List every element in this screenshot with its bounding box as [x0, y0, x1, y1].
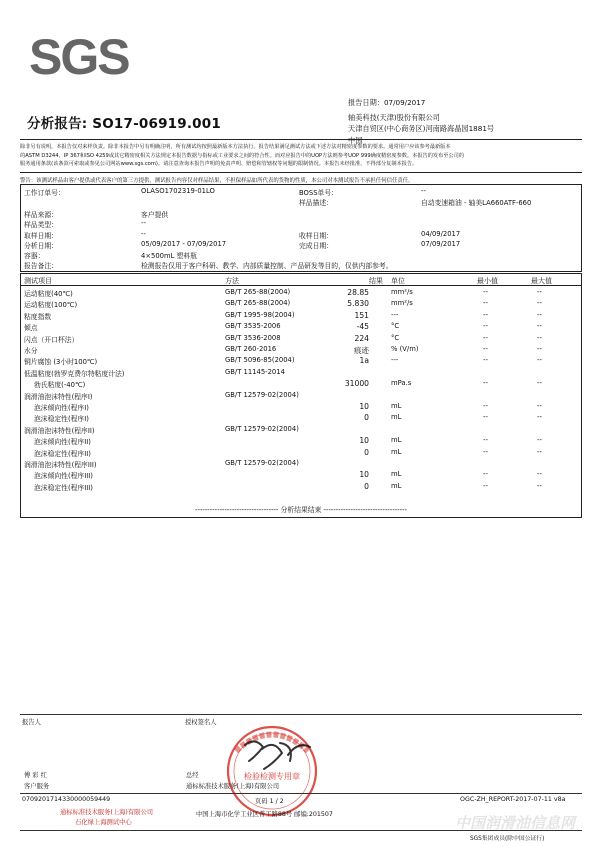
- cell-item: 润滑油泡沫特性(程序III): [24, 461, 97, 469]
- watermark: 中国润滑油信息网: [455, 814, 576, 832]
- cell-method: GB/T 12579-02(2004): [225, 459, 299, 467]
- source-label: 样品来源：: [24, 211, 58, 219]
- col-header-unit: 单位: [391, 277, 405, 285]
- cell-item: 泡沫稳定性(程序II): [34, 449, 91, 458]
- analysis: 05/09/2017 - 07/09/2017: [141, 240, 227, 248]
- container-label: 容器：: [24, 252, 45, 260]
- report-title: 分析报告: SO17-06919.001: [27, 116, 221, 132]
- cell-min: --: [483, 345, 488, 353]
- footer-mid-rule: [20, 793, 582, 794]
- cell-min: --: [483, 356, 488, 365]
- cell-method: GB/T 5096-85(2004): [225, 356, 295, 365]
- cell-item: 粘度指数: [24, 312, 52, 321]
- end-of-results: ---------------------------------- 分析结果结束 ----------------------------------: [195, 506, 407, 514]
- source: 客户提供: [141, 211, 169, 219]
- col-header-result: 结果: [369, 277, 383, 285]
- cell-method: GB/T 3535-2006: [225, 322, 281, 331]
- cell-method: GB/T 12579-02(2004): [225, 424, 299, 433]
- authorized-label: 授权签名人: [185, 719, 217, 726]
- sgs-group: SGS集团成员(除中国公证行): [470, 836, 545, 842]
- cell-item: 闪点（开口杯法）: [24, 335, 79, 344]
- cell-min: --: [483, 436, 488, 445]
- document-number: 0709201714330000059449: [22, 796, 111, 803]
- disclaimer-line: 的ASTM D3244、IP 367和ISO 4259或其它精密度相关方法规定本报告数据与指标或工业要求之间的符合性。而对应报告中的UOP方法则参考UOP 999确度精密度参数。本报告的发布至公司的: [20, 152, 465, 159]
- cell-min: --: [483, 470, 488, 479]
- completed-label: 完成日期：: [299, 242, 333, 250]
- remark: 检测报告仅用于客户科研、教学、内部质量控制、产品研发等目的，仅供内部参考。: [141, 262, 393, 270]
- cell-unit: °C: [391, 322, 400, 331]
- type-label: 样品类型：: [24, 221, 58, 229]
- report-date: 07/09/2017: [383, 98, 426, 107]
- sgs-logo-text: SGS: [29, 29, 129, 84]
- cell-min: --: [483, 413, 488, 422]
- cn-company: 通标标准技术服务(上海)有限公司: [60, 809, 154, 816]
- cell-max: --: [537, 310, 542, 319]
- cn-address: 中国上海市化学工业区普工路88号 邮编:201507: [196, 811, 333, 818]
- signer-role: 客户服务: [24, 783, 50, 790]
- boss-label: BOSS单号：: [299, 189, 338, 197]
- issued-by-label: 报告人: [22, 719, 41, 726]
- sample-desc-label: 样品描述：: [299, 199, 333, 207]
- cell-min: --: [483, 322, 488, 331]
- cell-unit: mL: [391, 413, 402, 422]
- cell-result: 151: [354, 310, 369, 320]
- cell-item: 润滑油泡沫特性(程序II): [24, 426, 95, 435]
- cell-result: 10: [359, 436, 369, 446]
- cell-min: --: [483, 310, 488, 319]
- cell-max: --: [537, 333, 542, 342]
- sampled: --: [141, 230, 146, 238]
- disclaimer-line: 除非另有说明，本报告仅对来样负责。除非本报告中另有明确注明，所有测试均按照最新版本方法执行。报告结果满足测试方法或下述方法对精密度参数的要求。通常用户应该参考最新版本: [20, 144, 451, 150]
- cell-min: --: [483, 333, 488, 342]
- cell-method: GB/T 260-2016: [225, 345, 277, 353]
- cell-method: GB/T 1995-98(2004): [225, 310, 295, 319]
- cell-unit: mPa.s: [391, 379, 412, 388]
- col-header-method: 方法: [225, 277, 239, 285]
- received: 04/09/2017: [421, 230, 461, 238]
- cell-min: --: [483, 402, 488, 410]
- cell-unit: % (V/m): [391, 345, 419, 353]
- cell-method: GB/T 265-88(2004): [225, 288, 291, 296]
- cell-min: --: [483, 299, 488, 308]
- cell-result: 28.85: [347, 288, 369, 297]
- cell-max: --: [537, 288, 542, 296]
- cell-max: --: [537, 345, 542, 353]
- cell-item: 倾点: [24, 324, 38, 333]
- sgs-logo: [27, 28, 135, 84]
- work-order: OLASO1702319-01LO: [141, 187, 215, 195]
- analysis-label: 分析日期：: [24, 242, 58, 250]
- report-date-label: 报告日期：: [348, 98, 384, 107]
- cell-method: GB/T 265-88(2004): [225, 299, 291, 308]
- cell-unit: ---: [391, 356, 399, 365]
- cell-item: 水分: [24, 347, 38, 355]
- cell-max: --: [537, 322, 542, 331]
- cell-unit: mL: [391, 402, 402, 410]
- cell-max: --: [537, 402, 542, 410]
- cell-min: --: [483, 288, 488, 296]
- cell-unit: mm²/s: [391, 288, 413, 296]
- cn-branch: 石化绿上海测试中心: [75, 819, 132, 826]
- header-rule: [20, 139, 582, 140]
- col-header-item: 测试项目: [24, 277, 52, 285]
- received-label: 收样日期：: [299, 232, 333, 240]
- disclaimer-rule: [20, 172, 582, 173]
- col-header-max: 最大值: [531, 277, 552, 285]
- cell-result: 1a: [359, 356, 369, 366]
- cell-min: --: [483, 379, 488, 388]
- cell-item: 润滑油泡沫特性(程序I): [24, 392, 93, 401]
- cell-max: --: [537, 436, 542, 445]
- cell-item: 泡沫倾向性(程序II): [34, 438, 91, 447]
- cell-item: 泡沫倾向性(程序III): [34, 472, 93, 481]
- cell-result: 5.830: [347, 299, 369, 309]
- auth-role: 总经: [186, 772, 199, 779]
- cell-unit: mL: [391, 447, 402, 456]
- cell-unit: °C: [391, 333, 400, 342]
- cell-max: --: [537, 299, 542, 308]
- sampled-label: 取样日期：: [24, 232, 58, 240]
- cell-unit: mL: [391, 436, 402, 445]
- signer-name: 傅 彩 红: [24, 772, 47, 779]
- cell-unit: mL: [391, 481, 402, 490]
- auth-company: 通标标准技术服务(上海)有限公司: [186, 783, 280, 790]
- type: --: [141, 219, 146, 227]
- cell-max: --: [537, 447, 542, 456]
- col-header-min: 最小值: [477, 277, 498, 285]
- cell-result: 0: [364, 481, 369, 491]
- cell-method: GB/T 11145-2014: [225, 367, 285, 376]
- page-number: 页码 1 / 2: [255, 798, 284, 805]
- header-rule: [21, 285, 581, 286]
- cell-max: --: [537, 470, 542, 479]
- cell-result: 0: [364, 447, 369, 457]
- form-code: OGC-ZH_REPORT-2017-07-11 v8a: [460, 796, 566, 803]
- cell-item: 低温粘度(勃罗克费尔特粘度计法): [24, 369, 125, 378]
- cell-unit: mL: [391, 470, 402, 479]
- completed: 07/09/2017: [421, 240, 461, 248]
- cell-unit: ---: [391, 310, 399, 319]
- cell-result: -45: [356, 322, 369, 332]
- cell-result: 10: [359, 402, 369, 411]
- cell-unit: mm²/s: [391, 299, 413, 308]
- cell-item: 勃氏粘度(-40℃): [34, 381, 86, 390]
- remark-label: 报告备注：: [24, 262, 58, 270]
- cell-method: GB/T 3536-2008: [225, 333, 281, 342]
- disclaimer: [20, 143, 582, 169]
- cell-item: 泡沫倾向性(程序I): [34, 404, 89, 412]
- cell-item: 泡沫稳定性(程序I): [34, 415, 89, 424]
- cell-min: --: [483, 481, 488, 490]
- cell-result: 31000: [344, 379, 369, 389]
- cell-item: 运动粘度(40℃): [24, 290, 73, 298]
- results-table: [20, 273, 582, 518]
- cell-result: 痕迹: [353, 346, 369, 355]
- cell-item: 运动粘度(100℃): [24, 301, 78, 310]
- boss-number: --: [421, 187, 426, 195]
- stamp-text: 检验检测专用章: [244, 772, 300, 781]
- client-country: 中国: [348, 135, 363, 145]
- cell-result: 224: [354, 333, 369, 343]
- cell-max: --: [537, 356, 542, 365]
- cell-result: 0: [364, 413, 369, 423]
- cell-item: 泡沫稳定性(程序III): [34, 483, 93, 492]
- work-order-label: 工作订单号：: [24, 189, 65, 197]
- disclaimer-line: 服务通用条款(该条款可索取或参见公司网站www.sgs.com)。请注意查询本报告声明的免责声明、赔偿和管辖权等问题的限制情况。本报告未经批准，不得部分复制本报告。: [20, 161, 418, 168]
- cell-item: 铜片腐蚀 (3小时100℃): [24, 358, 98, 367]
- cell-min: --: [483, 447, 488, 456]
- client-company: 轴美科技(天津)股份有限公司: [348, 112, 440, 122]
- cell-max: --: [537, 413, 542, 422]
- cell-max: --: [537, 481, 542, 490]
- sample-info-box: [20, 184, 582, 272]
- container: 4×500mL 塑料瓶: [141, 252, 197, 260]
- cell-result: 10: [359, 470, 369, 480]
- cell-max: --: [537, 379, 542, 388]
- official-stamp: [200, 713, 340, 823]
- sample-desc: 自动变速箱油 - 轴美LA660ATF-660: [421, 199, 532, 207]
- client-address: 天津自贸区(中心商务区)河南路海晶园1881号: [348, 124, 495, 133]
- warning-note: 警告：该测试样品由客户提供或代表客户的第三方提供，测试报告内容仅对样品结果，不担保样品如所代表的货物的性质，本公司对本测试报告不承担任何信任责任。: [20, 178, 414, 184]
- cell-method: GB/T 12579-02(2004): [225, 390, 299, 399]
